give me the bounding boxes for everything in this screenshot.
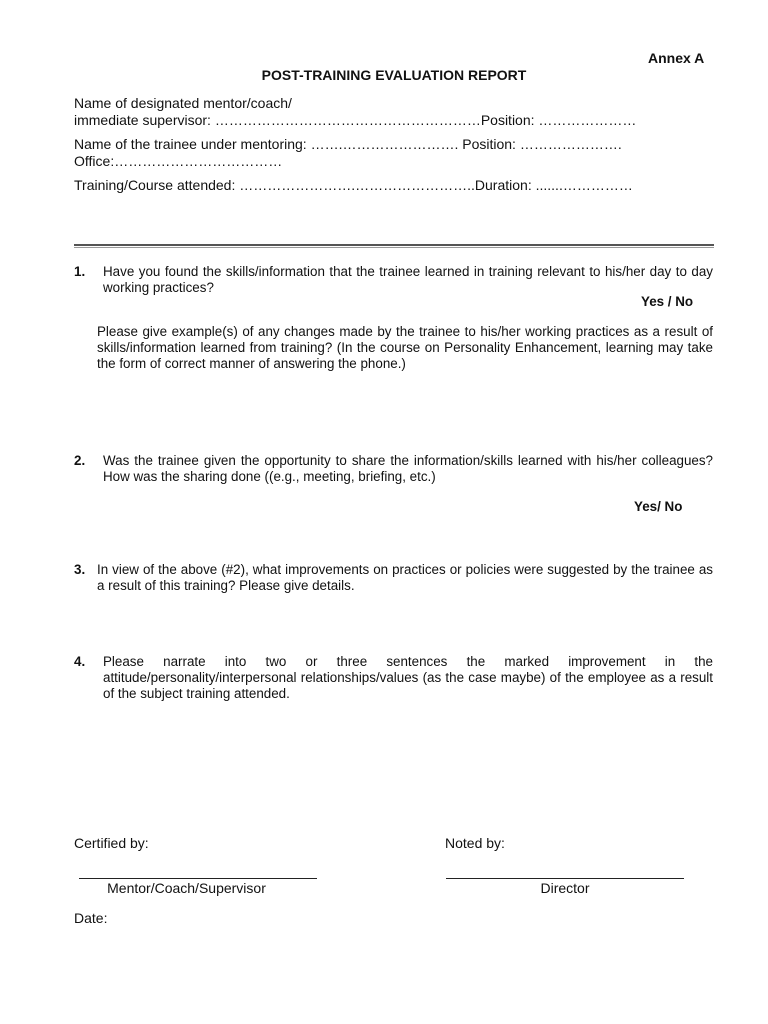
section-divider	[74, 244, 714, 248]
question-number: 2.	[74, 453, 86, 468]
question-text: Was the trainee given the opportunity to share the information/skills learned with his/her colleagues? How was the sharing done ((e.g., meeting, briefing, etc.)	[103, 453, 713, 484]
question-followup: Please give example(s) of any changes made by the trainee to his/her working practices as a result of skills/information learned from training? (In the course on Personality Enhancement, learning may take the form of correct manner of answering the phone.)	[97, 324, 713, 371]
question-text: Please narrate into two or three sentences the marked improvement in the attitude/personality/interpersonal relationships/values (as the case maybe) of the employee as a result of the subject training attended.	[103, 654, 713, 701]
page-title: POST-TRAINING EVALUATION REPORT	[261, 67, 527, 83]
certified-signature-line	[79, 878, 317, 879]
training-course-field: Training/Course attended: …………………….……………………..Duration: .......……………	[74, 177, 633, 193]
yes-no-option: Yes / No	[641, 294, 694, 309]
question-number: 1.	[74, 264, 86, 279]
office-field: Office:………………………………	[74, 153, 283, 169]
trainee-field: Name of the trainee under mentoring: …….……………………. Position: ………………….	[74, 136, 622, 152]
question-text: Have you found the skills/information that the trainee learned in training relevant to his/her day to day working practices?	[103, 264, 713, 295]
question-number: 4.	[74, 654, 86, 669]
question-text: In view of the above (#2), what improvements on practices or policies were suggested by the trainee as a result of this training? Please give details.	[97, 562, 713, 593]
director-role-label: Director	[540, 880, 590, 896]
mentor-position-field: immediate supervisor: …………………………………………………Position: …………………	[74, 112, 637, 128]
annex-label: Annex A	[648, 50, 705, 66]
certified-by-label: Certified by:	[74, 835, 149, 851]
noted-signature-line	[446, 878, 684, 879]
date-label: Date:	[74, 910, 108, 926]
question-number: 3.	[74, 562, 86, 577]
mentor-role-label: Mentor/Coach/Supervisor	[107, 880, 266, 896]
yes-no-option: Yes/ No	[634, 499, 683, 514]
mentor-label: Name of designated mentor/coach/	[74, 95, 292, 111]
noted-by-label: Noted by:	[445, 835, 505, 851]
